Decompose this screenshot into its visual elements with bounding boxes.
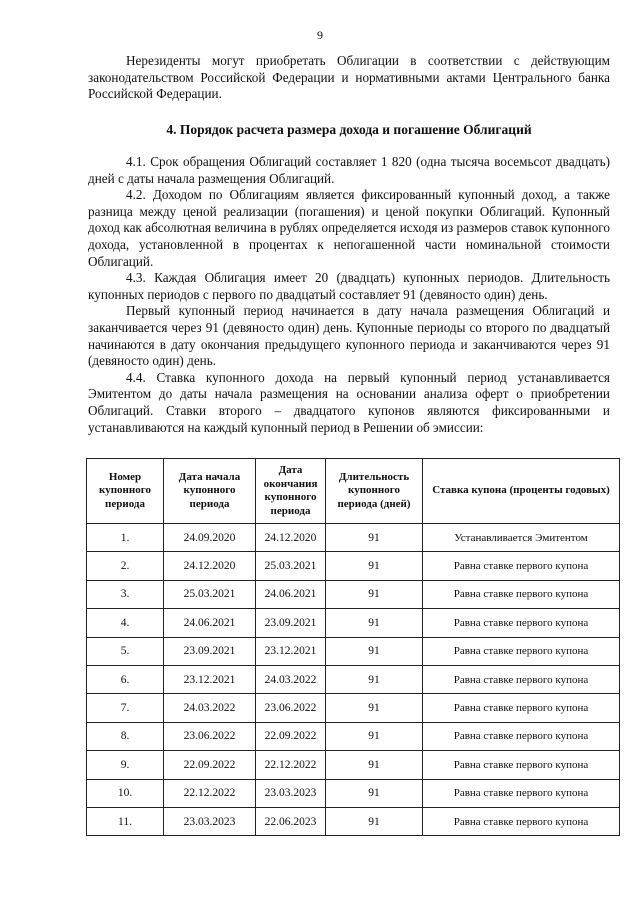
- cell-start-date: 23.03.2023: [164, 807, 256, 835]
- cell-period-number: 11.: [87, 807, 164, 835]
- cell-duration: 91: [326, 524, 423, 552]
- cell-period-number: 1.: [87, 524, 164, 552]
- cell-start-date: 25.03.2021: [164, 580, 256, 608]
- cell-period-number: 4.: [87, 609, 164, 637]
- cell-duration: 91: [326, 637, 423, 665]
- cell-duration: 91: [326, 779, 423, 807]
- cell-end-date: 23.06.2022: [256, 694, 326, 722]
- table-row: [87, 552, 620, 580]
- paragraph-coupon-periods: Первый купонный период начинается в дату начала размещения Облигаций и заканчивается через 91 (девяносто один) день. Купонные периоды со второго по двадцатый начинаются в дату окончания предыдущего купонного периода и заканчиваются через 91 (девяносто один) день.: [88, 303, 610, 369]
- cell-start-date: 24.09.2020: [164, 524, 256, 552]
- cell-end-date: 24.03.2022: [256, 665, 326, 693]
- cell-period-number: 7.: [87, 694, 164, 722]
- cell-end-date: 23.03.2023: [256, 779, 326, 807]
- cell-start-date: 22.09.2022: [164, 751, 256, 779]
- cell-start-date: 23.06.2022: [164, 722, 256, 750]
- cell-duration: 91: [326, 580, 423, 608]
- cell-coupon-rate: Равна ставке первого купона: [423, 580, 620, 608]
- cell-duration: 91: [326, 552, 423, 580]
- cell-end-date: 23.09.2021: [256, 609, 326, 637]
- paragraph-4-3: 4.3. Каждая Облигация имеет 20 (двадцать) купонных периодов. Длительность купонных периодов с первого по двадцатый составляет 91 (девяносто один) день.: [88, 270, 610, 302]
- table-row: [87, 609, 620, 637]
- cell-coupon-rate: Равна ставке первого купона: [423, 552, 620, 580]
- table-row: [87, 722, 620, 750]
- header-period-number: Номер купонного периода: [87, 459, 164, 524]
- cell-start-date: 23.09.2021: [164, 637, 256, 665]
- cell-end-date: 24.12.2020: [256, 524, 326, 552]
- cell-period-number: 3.: [87, 580, 164, 608]
- coupon-table: [86, 458, 620, 836]
- cell-duration: 91: [326, 665, 423, 693]
- cell-start-date: 24.06.2021: [164, 609, 256, 637]
- table-row: [87, 524, 620, 552]
- cell-coupon-rate: Равна ставке первого купона: [423, 665, 620, 693]
- cell-period-number: 9.: [87, 751, 164, 779]
- cell-coupon-rate: Устанавливается Эмитентом: [423, 524, 620, 552]
- cell-coupon-rate: Равна ставке первого купона: [423, 751, 620, 779]
- header-end-date: Дата окончания купонного периода: [256, 459, 326, 524]
- header-duration: Длительность купонного периода (дней): [326, 459, 423, 524]
- cell-coupon-rate: Равна ставке первого купона: [423, 694, 620, 722]
- cell-period-number: 5.: [87, 637, 164, 665]
- cell-period-number: 8.: [87, 722, 164, 750]
- cell-end-date: 25.03.2021: [256, 552, 326, 580]
- cell-coupon-rate: Равна ставке первого купона: [423, 722, 620, 750]
- cell-period-number: 2.: [87, 552, 164, 580]
- cell-duration: 91: [326, 609, 423, 637]
- cell-end-date: 22.09.2022: [256, 722, 326, 750]
- coupon-table-wrapper: [86, 458, 620, 836]
- table-row: [87, 807, 620, 835]
- cell-coupon-rate: Равна ставке первого купона: [423, 637, 620, 665]
- header-start-date: Дата начала купонного периода: [164, 459, 256, 524]
- cell-duration: 91: [326, 807, 423, 835]
- cell-coupon-rate: Равна ставке первого купона: [423, 807, 620, 835]
- page-number: 9: [317, 28, 323, 42]
- cell-period-number: 10.: [87, 779, 164, 807]
- cell-end-date: 22.06.2023: [256, 807, 326, 835]
- table-row: [87, 665, 620, 693]
- paragraph-4-2: 4.2. Доходом по Облигациям является фиксированный купонный доход, а также разница между ценой реализации (погашения) и ценой покупки Облигаций. Купонный доход как абсолютная величина в рублях определяется исходя из размеров ставок купонного дохода, установленной в процентах к непогашенной части номинальной стоимости Облигаций.: [88, 187, 610, 269]
- cell-end-date: 22.12.2022: [256, 751, 326, 779]
- header-coupon-rate: Ставка купона (проценты годовых): [423, 459, 620, 524]
- cell-start-date: 24.12.2020: [164, 552, 256, 580]
- cell-duration: 91: [326, 751, 423, 779]
- cell-start-date: 23.12.2021: [164, 665, 256, 693]
- cell-coupon-rate: Равна ставке первого купона: [423, 779, 620, 807]
- intro-section: [88, 53, 610, 103]
- cell-end-date: 23.12.2021: [256, 637, 326, 665]
- cell-start-date: 24.03.2022: [164, 694, 256, 722]
- paragraph-4-4: 4.4. Ставка купонного дохода на первый купонный период устанавливается Эмитентом до даты начала размещения на основании анализа оферт о приобретении Облигаций. Ставки второго – двадцатого купонов являются фиксированными и устанавливаются на каждый купонный период в Решении об эмиссии:: [88, 369, 610, 435]
- cell-end-date: 24.06.2021: [256, 580, 326, 608]
- table-row: [87, 580, 620, 608]
- cell-duration: 91: [326, 694, 423, 722]
- cell-start-date: 22.12.2022: [164, 779, 256, 807]
- intro-paragraph: Нерезиденты могут приобретать Облигации в соответствии с действующим законодательством Российской Федерации и нормативными актами Центрального банка Российской Федерации.: [88, 53, 610, 102]
- table-header-row: [87, 459, 620, 524]
- cell-duration: 91: [326, 722, 423, 750]
- table-row: [87, 694, 620, 722]
- section-body: [88, 154, 610, 436]
- section-heading: 4. Порядок расчета размера дохода и погашение Облигаций: [166, 122, 532, 137]
- paragraph-4-1: 4.1. Срок обращения Облигаций составляет 1 820 (одна тысяча восемьсот двадцать) дней с даты начала размещения Облигаций.: [88, 154, 610, 186]
- table-row: [87, 751, 620, 779]
- table-row: [87, 779, 620, 807]
- table-row: [87, 637, 620, 665]
- cell-period-number: 6.: [87, 665, 164, 693]
- cell-coupon-rate: Равна ставке первого купона: [423, 609, 620, 637]
